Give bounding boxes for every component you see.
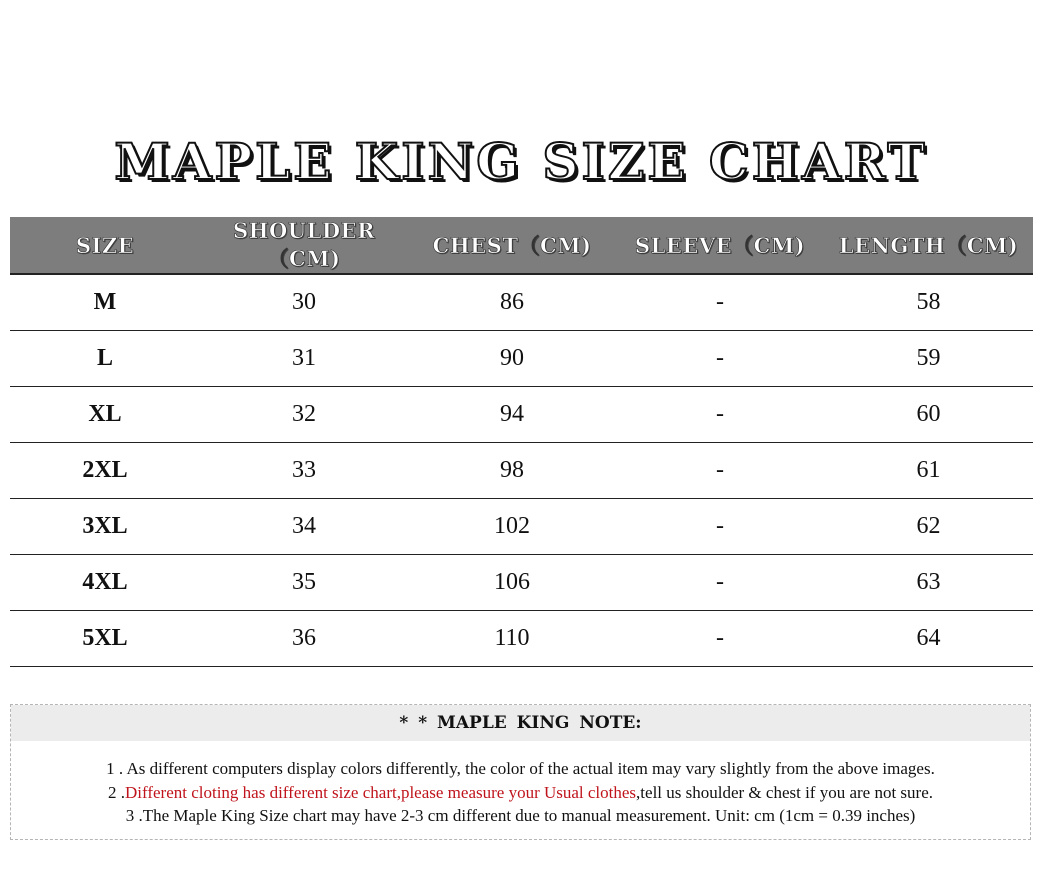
cell-sleeve: - — [716, 345, 724, 371]
cell-chest: 102 — [494, 513, 530, 539]
table-row — [10, 555, 1033, 611]
cell-chest: 110 — [494, 625, 530, 651]
table-header — [10, 217, 1033, 275]
cell-shoulder: 35 — [292, 569, 316, 595]
cell-chest: 86 — [500, 289, 524, 315]
cell-sleeve: - — [716, 401, 724, 427]
note-line-2 — [11, 781, 1030, 805]
cell-length: 60 — [916, 401, 941, 427]
cell-size: M — [93, 289, 117, 315]
header-length: LENGTH（CM) — [838, 233, 1019, 258]
cell-size: 5XL — [82, 625, 128, 651]
note-line-2-highlight: Different cloting has different size chart,please measure your Usual clothes — [124, 782, 637, 802]
header-sleeve: SLEEVE（CM) — [634, 233, 806, 258]
cell-shoulder: 31 — [292, 345, 316, 371]
header-size: SIZE — [75, 232, 135, 258]
cell-length: 63 — [916, 569, 941, 595]
note-line-2-prefix: 2 . — [107, 782, 125, 802]
cell-shoulder: 32 — [292, 401, 316, 427]
header-chest: CHEST（CM) — [432, 233, 592, 258]
cell-shoulder: 36 — [292, 625, 316, 651]
size-table — [10, 217, 1033, 667]
cell-length: 64 — [916, 625, 941, 651]
table-row — [10, 611, 1033, 667]
table-row — [10, 387, 1033, 443]
cell-sleeve: - — [716, 625, 724, 651]
cell-size: 3XL — [82, 513, 128, 539]
table-row — [10, 499, 1033, 555]
note-line-1: 1 . As different computers display colors differently, the color of the actual item may vary slightly from the above images. — [106, 759, 935, 778]
cell-shoulder: 30 — [292, 289, 316, 315]
cell-length: 59 — [916, 345, 941, 371]
page-title: MAPLE KING SIZE CHART — [114, 132, 928, 191]
cell-size: XL — [88, 401, 122, 427]
note-line-2-rest: ,tell us shoulder & chest if you are not sure. — [636, 782, 934, 802]
note-heading: * * MAPLE KING NOTE: — [11, 705, 1030, 741]
cell-chest: 94 — [500, 401, 524, 427]
cell-length: 58 — [916, 289, 941, 315]
cell-chest: 90 — [500, 345, 524, 371]
cell-chest: 106 — [494, 569, 530, 595]
cell-chest: 98 — [500, 457, 524, 483]
table-row — [10, 331, 1033, 387]
note-line-3: 3 .The Maple King Size chart may have 2-3 cm different due to manual measurement. Unit: cm (1cm = 0.39 inches) — [125, 806, 916, 825]
header-shoulder: SHOULDER（CM) — [232, 217, 376, 271]
cell-size: L — [96, 345, 113, 371]
table-row — [10, 443, 1033, 499]
cell-size: 4XL — [82, 569, 128, 595]
cell-sleeve: - — [716, 513, 724, 539]
cell-size: 2XL — [82, 457, 128, 483]
cell-length: 62 — [916, 513, 941, 539]
table-row — [10, 275, 1033, 331]
cell-length: 61 — [916, 457, 941, 483]
cell-sleeve: - — [716, 457, 724, 483]
cell-shoulder: 33 — [292, 457, 316, 483]
table-body — [10, 275, 1033, 667]
cell-sleeve: - — [716, 569, 724, 595]
cell-sleeve: - — [716, 289, 724, 315]
note-box — [10, 704, 1031, 840]
cell-shoulder: 34 — [292, 513, 316, 539]
note-lines — [11, 741, 1030, 828]
